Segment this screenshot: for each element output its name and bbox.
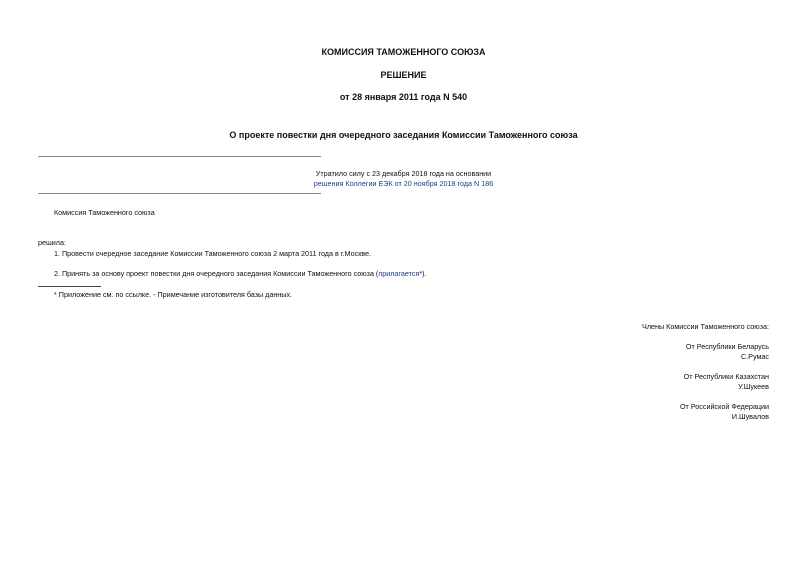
status-link[interactable]: решения Коллегии ЕЭК от 20 ноября 2018 года N 186 — [313, 179, 494, 188]
signature-name: У.Шукеев — [738, 382, 769, 391]
org-title: КОМИССИЯ ТАМОЖЕННОГО СОЮЗА — [321, 47, 486, 57]
signature-name: И.Шувалов — [731, 412, 769, 421]
divider-bottom — [38, 193, 321, 194]
doc-subject: О проекте повестки дня очередного заседания Комиссии Таможенного союза — [229, 130, 578, 140]
decided-text: решила: — [38, 238, 66, 247]
signature-country: От Российской Федерации — [679, 402, 769, 411]
item-2-tail: *). — [419, 269, 427, 278]
doc-type: РЕШЕНИЕ — [380, 70, 427, 80]
divider-top — [38, 156, 321, 157]
footnote: * Приложение см. по ссылке. - Примечание изготовителя базы данных. — [54, 290, 293, 299]
item-1: 1. Провести очередное заседание Комиссии Таможенного союза 2 марта 2011 года в г.Москве. — [54, 249, 372, 258]
item-2-text: 2. Принять за основу проект повестки дня очередного заседания Комиссии Таможенного союза ( — [54, 269, 379, 278]
doc-date-number: от 28 января 2011 года N 540 — [339, 92, 468, 102]
status-text: Утратило силу с 23 декабря 2018 года на основании — [315, 169, 492, 178]
signature-country: От Республики Казахстан — [683, 372, 769, 381]
appendix-link[interactable]: прилагается — [378, 269, 420, 278]
intro-text: Комиссия Таможенного союза — [54, 208, 155, 217]
signatures-title: Члены Комиссии Таможенного союза: — [642, 322, 769, 331]
footnote-rule — [38, 286, 101, 287]
signature-name: С.Румас — [740, 352, 769, 361]
signature-country: От Республики Беларусь — [685, 342, 769, 351]
item-2 — [54, 269, 427, 278]
